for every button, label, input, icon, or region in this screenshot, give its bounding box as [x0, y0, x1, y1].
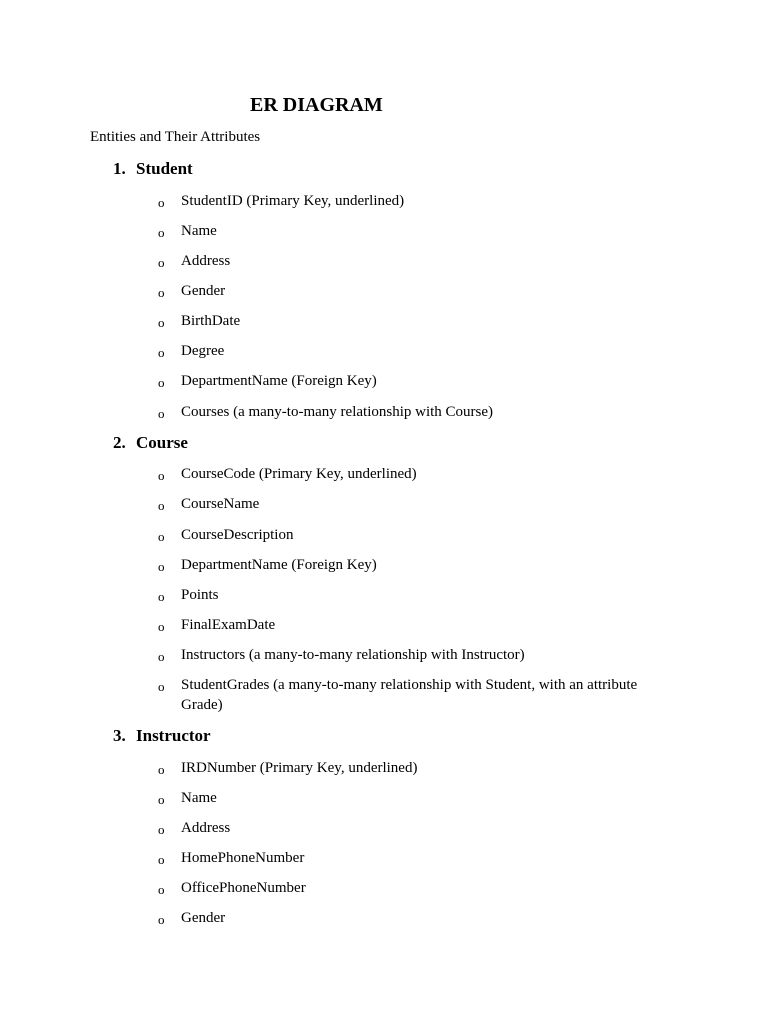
bullet-marker: o: [158, 285, 165, 300]
attribute-text: Gender: [181, 910, 226, 926]
bullet-marker: o: [158, 315, 165, 330]
attribute-text: OfficePhoneNumber: [181, 880, 306, 896]
attribute-item: [158, 909, 658, 929]
attribute-item: [158, 586, 658, 606]
bullet-marker: o: [158, 822, 165, 837]
attribute-text: Address: [181, 820, 231, 836]
attribute-text: DepartmentName (Foreign Key): [181, 373, 377, 389]
attribute-item: [158, 495, 658, 515]
attribute-text: DepartmentName (Foreign Key): [181, 557, 377, 573]
attribute-item: [158, 342, 658, 362]
bullet-marker: o: [158, 195, 165, 210]
document-title: ER DIAGRAM: [250, 94, 383, 116]
attribute-item: [158, 646, 658, 666]
attribute-text: BirthDate: [181, 313, 241, 329]
attribute-text: FinalExamDate: [181, 617, 276, 633]
bullet-marker: o: [158, 406, 165, 421]
attribute-text: Points: [181, 587, 219, 603]
bullet-marker: o: [158, 762, 165, 777]
attribute-text: StudentGrades (a many-to-many relationship with Student, with an attribute Grade): [181, 677, 638, 713]
entity-number: 2.: [113, 433, 126, 452]
attribute-text: Name: [181, 790, 217, 806]
bullet-marker: o: [158, 912, 165, 927]
attribute-item: [158, 759, 658, 779]
bullet-marker: o: [158, 468, 165, 483]
entity-heading-instructor: [113, 725, 211, 747]
entity-heading-course: [113, 432, 188, 454]
entity-name: Course: [136, 433, 188, 452]
attribute-item: [158, 676, 658, 715]
bullet-marker: o: [158, 679, 165, 694]
attribute-item: [158, 372, 658, 392]
attribute-item: [158, 252, 658, 272]
attribute-text: StudentID (Primary Key, underlined): [181, 193, 405, 209]
attribute-text: IRDNumber (Primary Key, underlined): [181, 760, 418, 776]
attribute-item: [158, 465, 658, 485]
bullet-marker: o: [158, 619, 165, 634]
attribute-text: Gender: [181, 283, 226, 299]
attribute-text: Degree: [181, 343, 225, 359]
attribute-item: [158, 616, 658, 636]
bullet-marker: o: [158, 498, 165, 513]
bullet-marker: o: [158, 882, 165, 897]
bullet-marker: o: [158, 792, 165, 807]
bullet-marker: o: [158, 529, 165, 544]
bullet-marker: o: [158, 375, 165, 390]
attribute-text: CourseCode (Primary Key, underlined): [181, 466, 417, 482]
entity-number: 3.: [113, 726, 126, 745]
attribute-item: [158, 819, 658, 839]
entity-number: 1.: [113, 159, 126, 178]
attribute-text: Address: [181, 253, 231, 269]
attribute-item: [158, 312, 658, 332]
attribute-text: CourseName: [181, 496, 260, 512]
attribute-text: Name: [181, 223, 217, 239]
entity-name: Student: [136, 159, 193, 178]
bullet-marker: o: [158, 345, 165, 360]
entity-name: Instructor: [136, 726, 211, 745]
bullet-marker: o: [158, 255, 165, 270]
attribute-item: [158, 222, 658, 242]
bullet-marker: o: [158, 559, 165, 574]
attribute-item: [158, 879, 658, 899]
bullet-marker: o: [158, 589, 165, 604]
bullet-marker: o: [158, 225, 165, 240]
attribute-item: [158, 789, 658, 809]
bullet-marker: o: [158, 649, 165, 664]
attribute-item: [158, 192, 658, 212]
entity-heading-student: [113, 158, 193, 180]
attribute-text: Courses (a many-to-many relationship with Course): [181, 404, 494, 420]
document-intro: Entities and Their Attributes: [90, 129, 261, 145]
bullet-marker: o: [158, 852, 165, 867]
attribute-text: HomePhoneNumber: [181, 850, 305, 866]
attribute-text: Instructors (a many-to-many relationship with Instructor): [181, 647, 525, 663]
attribute-item: [158, 849, 658, 869]
attribute-item: [158, 556, 658, 576]
attribute-item: [158, 526, 658, 546]
attribute-text: CourseDescription: [181, 527, 294, 543]
attribute-item: [158, 282, 658, 302]
attribute-item: [158, 403, 658, 423]
